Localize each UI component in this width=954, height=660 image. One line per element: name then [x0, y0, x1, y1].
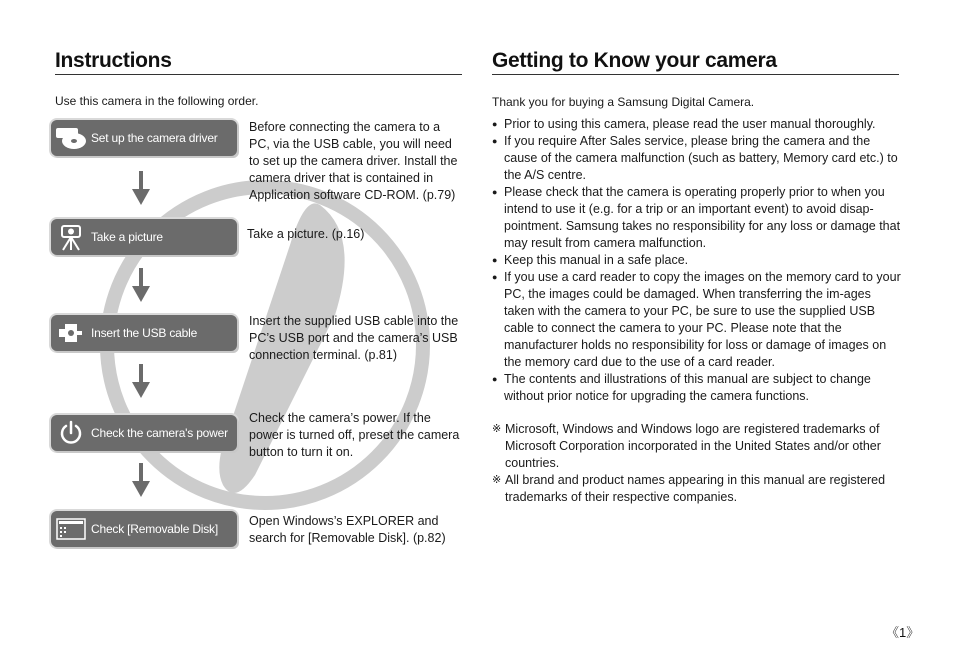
arrow-down-icon — [132, 364, 150, 398]
getting-to-know-intro: Thank you for buying a Samsung Digital Camera. — [492, 95, 755, 109]
power-icon — [51, 415, 91, 451]
list-item: ● Keep this manual in a safe place. — [492, 252, 902, 269]
instructions-title: Instructions — [55, 49, 172, 72]
note-mark: ※ — [492, 474, 502, 486]
step-set-up-camera-driver — [51, 120, 237, 156]
list-item: ● If you use a card reader to copy the images on the memory card to your PC, the images could be damaged. When transferring the im-ages taken with the camera to your PC, be sure to use the supplied USB cable to connect the camera to your PC. Please note that the manufacturer holds no responsibility for loss or damage of images on the memory card due to the use of a card reader. — [492, 269, 902, 371]
step-check-removable-disk — [51, 511, 237, 547]
step-check-camera-power — [51, 415, 237, 451]
note-item — [492, 472, 902, 506]
arrow-down-icon — [132, 171, 150, 205]
note-item — [492, 421, 902, 472]
step-description: Check the camera’s power. If the power is turned off, preset the camera button to turn it on. — [249, 411, 460, 459]
step-label: Check the camera's power — [91, 426, 228, 440]
step-description: Before connecting the camera to a PC, via the USB cable, you will need to set up the camera driver. Install the camera driver that is contained in Application software CD-ROM. (p.79) — [249, 120, 458, 202]
usb-plug-icon — [51, 315, 91, 351]
step-label: Set up the camera driver — [91, 131, 218, 145]
step-label: Insert the USB cable — [91, 326, 198, 340]
getting-to-know-title: Getting to Know your camera — [492, 49, 777, 72]
list-item: ● Prior to using this camera, please read the user manual thoroughly. — [492, 116, 902, 133]
list-item: ● If you require After Sales service, please bring the camera and the cause of the camera malfunction (such as battery, Memory card etc.) to the A/S centre. — [492, 133, 902, 184]
getting-to-know-title-rule — [492, 74, 899, 75]
page-number: 《1》 — [886, 625, 920, 640]
step-label: Take a picture — [91, 230, 163, 244]
step-description: Take a picture. (p.16) — [247, 227, 365, 241]
step-take-a-picture — [51, 219, 237, 255]
step-description: Insert the supplied USB cable into the PC’s USB port and the camera’s USB connection terminal. (p.81) — [249, 314, 459, 362]
step-description: Open Windows’s EXPLORER and search for [Removable Disk]. (p.82) — [249, 514, 446, 545]
trademark-notes — [492, 421, 902, 506]
step-label: Check [Removable Disk] — [91, 522, 218, 536]
removable-disk-icon — [51, 511, 91, 547]
note-mark: ※ — [492, 423, 502, 435]
list-item: ● The contents and illustrations of this manual are subject to change without prior notice for upgrading the camera functions. — [492, 371, 902, 405]
camera-on-tripod-icon — [51, 219, 91, 255]
cd-disc-icon — [51, 120, 91, 156]
note-text: All brand and product names appearing in this manual are registered trademarks of their respective companies. — [505, 473, 886, 504]
arrow-down-icon — [132, 463, 150, 497]
note-text: Microsoft, Windows and Windows logo are registered trademarks of Microsoft Corporation incorporated in the United States and/or other countries. — [505, 422, 881, 470]
instructions-title-rule — [55, 74, 462, 75]
instructions-intro: Use this camera in the following order. — [55, 94, 259, 108]
step-insert-usb-cable — [51, 315, 237, 351]
list-item: ● Please check that the camera is operating properly prior to when you intend to use it (e.g. for a trip or an important event) to avoid disap-pointment. Samsung takes no responsibility for any loss or damage that may result from camera malfunction. — [492, 184, 902, 252]
arrow-down-icon — [132, 268, 150, 302]
precautions-list — [492, 116, 902, 405]
